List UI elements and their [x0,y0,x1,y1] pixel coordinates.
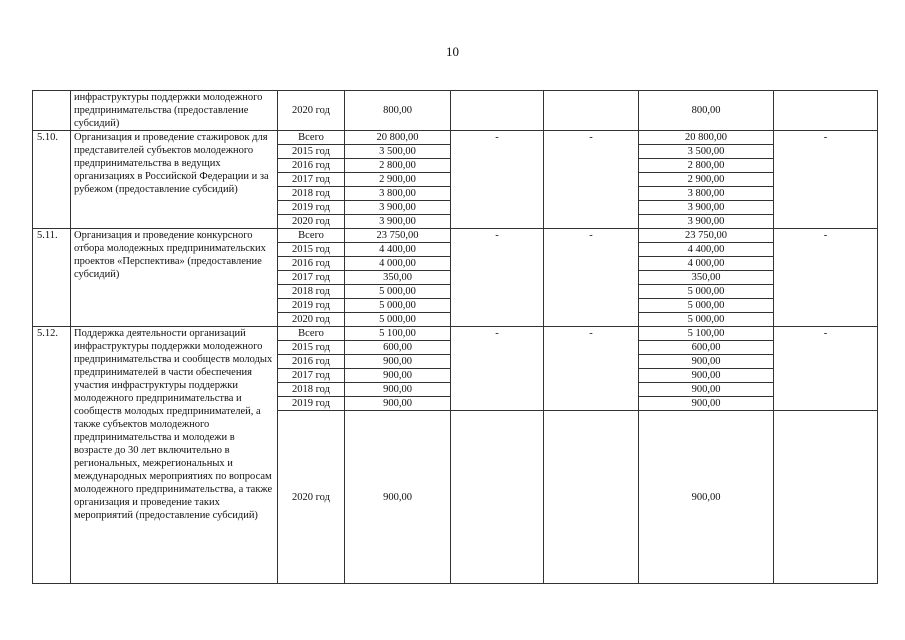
local-cell: 23 750,00 [639,229,774,243]
total-cell: 900,00 [345,411,451,584]
table-row [33,229,878,243]
other-cell [774,411,878,584]
other-cell: - [774,327,878,411]
table-row [33,131,878,145]
year-cell: 2018 год [278,383,345,397]
local-cell: 4 400,00 [639,243,774,257]
local-cell: 5 000,00 [639,299,774,313]
regional-cell: - [544,327,639,411]
local-cell: 600,00 [639,341,774,355]
item-name-cell: Поддержка деятельности организаций инфраструктуры поддержки молодежного предпринимательства и сообществ молодых предпринимателей в части обеспечения участия инфраструктуры поддержки молодежного предпринимательства и сообществ молодых предпринимателей, а также субъектов молодежного предпринимательства и молодежи в возрасте до 30 лет включительно в региональных, межрегиональных и международных мероприятиях по вопросам молодежного предпринимательства, а также организация и проведение таких мероприятий (предоставление субсидий) [71,327,278,584]
year-cell: 2018 год [278,285,345,299]
year-cell: 2016 год [278,159,345,173]
year-cell: 2015 год [278,145,345,159]
year-cell: 2017 год [278,173,345,187]
regional-cell: - [544,131,639,229]
total-cell: 900,00 [345,383,451,397]
table-row [33,327,878,341]
local-cell: 20 800,00 [639,131,774,145]
year-cell: Всего [278,229,345,243]
total-cell: 900,00 [345,369,451,383]
total-cell: 350,00 [345,271,451,285]
federal-cell [451,411,544,584]
budget-table [32,90,878,584]
total-cell: 3 900,00 [345,215,451,229]
item-name-cell: инфраструктуры поддержки молодежного предпринимательства (предоставление субсидий) [71,91,278,131]
year-cell: 2017 год [278,369,345,383]
total-cell: 2 800,00 [345,159,451,173]
local-cell: 900,00 [639,411,774,584]
total-cell: 4 400,00 [345,243,451,257]
regional-cell: - [544,229,639,327]
local-cell: 3 500,00 [639,145,774,159]
year-cell: 2015 год [278,243,345,257]
total-cell: 5 000,00 [345,285,451,299]
local-cell: 5 100,00 [639,327,774,341]
total-cell: 5 000,00 [345,299,451,313]
regional-cell [544,411,639,584]
local-cell: 900,00 [639,355,774,369]
item-number-cell: 5.10. [33,131,71,229]
local-cell: 900,00 [639,383,774,397]
item-name-cell: Организация и проведение стажировок для представителей субъектов молодежного предпринимательства в ведущих организациях в Российской Федерации и за рубежом (предоставление субсидий) [71,131,278,229]
local-cell: 900,00 [639,369,774,383]
item-number-cell: 5.12. [33,327,71,584]
year-cell: 2020 год [278,313,345,327]
federal-cell: - [451,327,544,411]
total-cell: 900,00 [345,397,451,411]
federal-cell [451,91,544,131]
year-cell: 2015 год [278,341,345,355]
total-cell: 3 900,00 [345,201,451,215]
federal-cell: - [451,131,544,229]
year-cell: 2019 год [278,299,345,313]
total-cell: 4 000,00 [345,257,451,271]
total-cell: 3 800,00 [345,187,451,201]
total-cell: 5 000,00 [345,313,451,327]
page-number: 10 [446,44,459,59]
item-number-cell [33,91,71,131]
total-cell: 900,00 [345,355,451,369]
year-cell: 2016 год [278,355,345,369]
local-cell: 3 900,00 [639,201,774,215]
year-cell: Всего [278,131,345,145]
item-name-cell: Организация и проведение конкурсного отбора молодежных предпринимательских проектов «Перспектива» (предоставление субсидий) [71,229,278,327]
local-cell: 5 000,00 [639,313,774,327]
regional-cell [544,91,639,131]
local-cell: 900,00 [639,397,774,411]
local-cell: 2 800,00 [639,159,774,173]
local-cell: 5 000,00 [639,285,774,299]
total-cell: 20 800,00 [345,131,451,145]
year-cell: 2018 год [278,187,345,201]
year-cell: 2019 год [278,397,345,411]
year-cell: 2020 год [278,411,345,584]
total-cell: 800,00 [345,91,451,131]
local-cell: 3 900,00 [639,215,774,229]
table-row [33,91,878,131]
local-cell: 3 800,00 [639,187,774,201]
local-cell: 4 000,00 [639,257,774,271]
other-cell: - [774,131,878,229]
item-number-cell: 5.11. [33,229,71,327]
total-cell: 600,00 [345,341,451,355]
year-cell: 2016 год [278,257,345,271]
year-cell: 2019 год [278,201,345,215]
year-cell: Всего [278,327,345,341]
year-cell: 2020 год [278,91,345,131]
total-cell: 2 900,00 [345,173,451,187]
total-cell: 3 500,00 [345,145,451,159]
local-cell: 800,00 [639,91,774,131]
year-cell: 2017 год [278,271,345,285]
other-cell [774,91,878,131]
local-cell: 350,00 [639,271,774,285]
local-cell: 2 900,00 [639,173,774,187]
federal-cell: - [451,229,544,327]
other-cell: - [774,229,878,327]
total-cell: 23 750,00 [345,229,451,243]
total-cell: 5 100,00 [345,327,451,341]
year-cell: 2020 год [278,215,345,229]
